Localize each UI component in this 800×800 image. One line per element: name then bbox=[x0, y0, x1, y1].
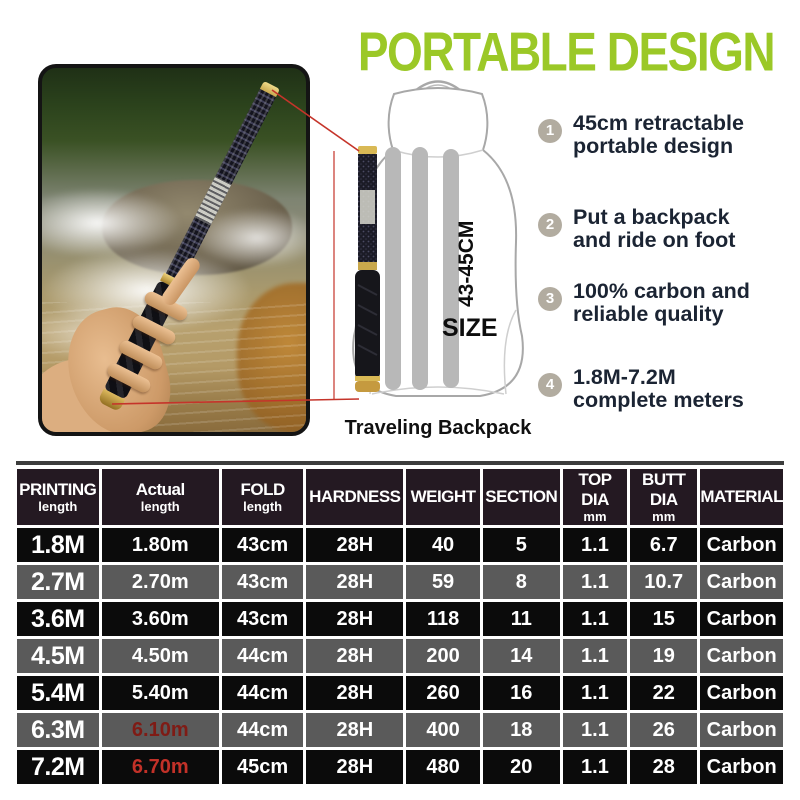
feature-line: Put a backpack bbox=[573, 205, 730, 229]
table-cell: 480 bbox=[406, 750, 479, 784]
table-cell: 260 bbox=[406, 676, 479, 710]
table-row bbox=[17, 565, 783, 599]
table-cell: 4.5M bbox=[17, 639, 99, 673]
table-cell: 59 bbox=[406, 565, 479, 599]
feature-item bbox=[538, 280, 794, 327]
table-cell: 44cm bbox=[222, 713, 303, 747]
feature-line: 100% carbon and bbox=[573, 279, 750, 303]
table-cell: 18 bbox=[483, 713, 560, 747]
table-cell: 1.1 bbox=[563, 639, 627, 673]
spec-table-body bbox=[17, 528, 783, 784]
table-cell: Carbon bbox=[700, 639, 783, 673]
table-row bbox=[17, 750, 783, 784]
feature-line: complete meters bbox=[573, 388, 744, 413]
table-cell: Carbon bbox=[700, 713, 783, 747]
table-cell: Carbon bbox=[700, 750, 783, 784]
feature-number-badge: 3 bbox=[538, 287, 562, 311]
column-header: WEIGHT bbox=[406, 469, 479, 525]
column-header: Actual length bbox=[102, 469, 219, 525]
table-cell: 28H bbox=[306, 639, 403, 673]
table-cell: 1.1 bbox=[563, 528, 627, 562]
feature-item bbox=[538, 206, 794, 253]
table-cell: 7.2M bbox=[17, 750, 99, 784]
table-cell: 5.40m bbox=[102, 676, 219, 710]
feature-item bbox=[538, 366, 794, 413]
rod-tube-bar bbox=[412, 147, 428, 390]
table-cell: 1.1 bbox=[563, 750, 627, 784]
column-header: MATERIAL bbox=[700, 469, 783, 525]
table-cell: 16 bbox=[483, 676, 560, 710]
backpack-illustration bbox=[332, 70, 544, 420]
table-cell: 4.50m bbox=[102, 639, 219, 673]
table-cell: 44cm bbox=[222, 676, 303, 710]
table-cell: Carbon bbox=[700, 528, 783, 562]
feature-line: and ride on foot bbox=[573, 228, 736, 253]
table-cell: 1.1 bbox=[563, 565, 627, 599]
feature-line: 45cm retractable bbox=[573, 111, 744, 135]
table-cell: 14 bbox=[483, 639, 560, 673]
table-cell: Carbon bbox=[700, 602, 783, 636]
feature-number-badge: 1 bbox=[538, 119, 562, 143]
table-cell: 8 bbox=[483, 565, 560, 599]
table-cell: 28H bbox=[306, 528, 403, 562]
column-header: PRINTING length bbox=[17, 469, 99, 525]
table-cell: 28H bbox=[306, 750, 403, 784]
table-cell: 6.7 bbox=[630, 528, 697, 562]
backpack-caption: Traveling Backpack bbox=[344, 417, 532, 439]
spec-table-section bbox=[14, 461, 786, 787]
backpack-size-label: SIZE bbox=[442, 314, 498, 342]
table-cell: 43cm bbox=[222, 528, 303, 562]
column-header: HARDNESS bbox=[306, 469, 403, 525]
table-cell: 45cm bbox=[222, 750, 303, 784]
table-cell: 11 bbox=[483, 602, 560, 636]
table-row bbox=[17, 602, 783, 636]
table-cell: 3.6M bbox=[17, 602, 99, 636]
product-photo bbox=[38, 64, 310, 436]
table-cell: 10.7 bbox=[630, 565, 697, 599]
feature-text bbox=[573, 280, 750, 327]
column-header: BUTT DIA mm bbox=[630, 469, 697, 525]
rod-tube-bar bbox=[385, 147, 401, 390]
table-cell: 2.70m bbox=[102, 565, 219, 599]
spec-table bbox=[14, 466, 786, 787]
table-cell: 43cm bbox=[222, 602, 303, 636]
table-cell: 26 bbox=[630, 713, 697, 747]
table-cell: 6.3M bbox=[17, 713, 99, 747]
feature-line: reliable quality bbox=[573, 302, 724, 327]
table-cell: 20 bbox=[483, 750, 560, 784]
table-cell: Carbon bbox=[700, 676, 783, 710]
table-cell: 22 bbox=[630, 676, 697, 710]
feature-line: 1.8M-7.2M bbox=[573, 365, 676, 389]
table-cell: 19 bbox=[630, 639, 697, 673]
table-cell: Carbon bbox=[700, 565, 783, 599]
feature-text bbox=[573, 366, 744, 413]
table-cell: 44cm bbox=[222, 639, 303, 673]
table-cell: 5.4M bbox=[17, 676, 99, 710]
spec-table-head-row bbox=[17, 469, 783, 525]
table-cell: 1.80m bbox=[102, 528, 219, 562]
table-cell: 28H bbox=[306, 676, 403, 710]
feature-number-badge: 2 bbox=[538, 213, 562, 237]
table-cell: 1.1 bbox=[563, 676, 627, 710]
table-row bbox=[17, 639, 783, 673]
table-cell: 6.10m bbox=[102, 713, 219, 747]
table-cell: 5 bbox=[483, 528, 560, 562]
feature-item bbox=[538, 112, 794, 159]
column-header: FOLD length bbox=[222, 469, 303, 525]
page-title: PORTABLE DESIGN bbox=[357, 21, 775, 83]
feature-text bbox=[573, 112, 744, 159]
table-cell: 28 bbox=[630, 750, 697, 784]
table-cell: 28H bbox=[306, 565, 403, 599]
table-cell: 15 bbox=[630, 602, 697, 636]
table-cell: 1.8M bbox=[17, 528, 99, 562]
table-cell: 400 bbox=[406, 713, 479, 747]
table-cell: 200 bbox=[406, 639, 479, 673]
table-cell: 40 bbox=[406, 528, 479, 562]
table-cell: 2.7M bbox=[17, 565, 99, 599]
table-cell: 43cm bbox=[222, 565, 303, 599]
table-cell: 1.1 bbox=[563, 602, 627, 636]
folded-rod bbox=[355, 146, 380, 392]
table-cell: 3.60m bbox=[102, 602, 219, 636]
table-cell: 28H bbox=[306, 713, 403, 747]
backpack-size-vertical: 43-45CM bbox=[455, 220, 478, 307]
table-cell: 6.70m bbox=[102, 750, 219, 784]
table-row bbox=[17, 528, 783, 562]
table-cell: 118 bbox=[406, 602, 479, 636]
feature-number-badge: 4 bbox=[538, 373, 562, 397]
table-row bbox=[17, 676, 783, 710]
feature-text bbox=[573, 206, 735, 253]
table-cell: 28H bbox=[306, 602, 403, 636]
table-top-strip bbox=[16, 461, 784, 465]
column-header: TOP DIA mm bbox=[563, 469, 627, 525]
feature-line: portable design bbox=[573, 134, 734, 159]
column-header: SECTION bbox=[483, 469, 560, 525]
table-row bbox=[17, 713, 783, 747]
table-cell: 1.1 bbox=[563, 713, 627, 747]
